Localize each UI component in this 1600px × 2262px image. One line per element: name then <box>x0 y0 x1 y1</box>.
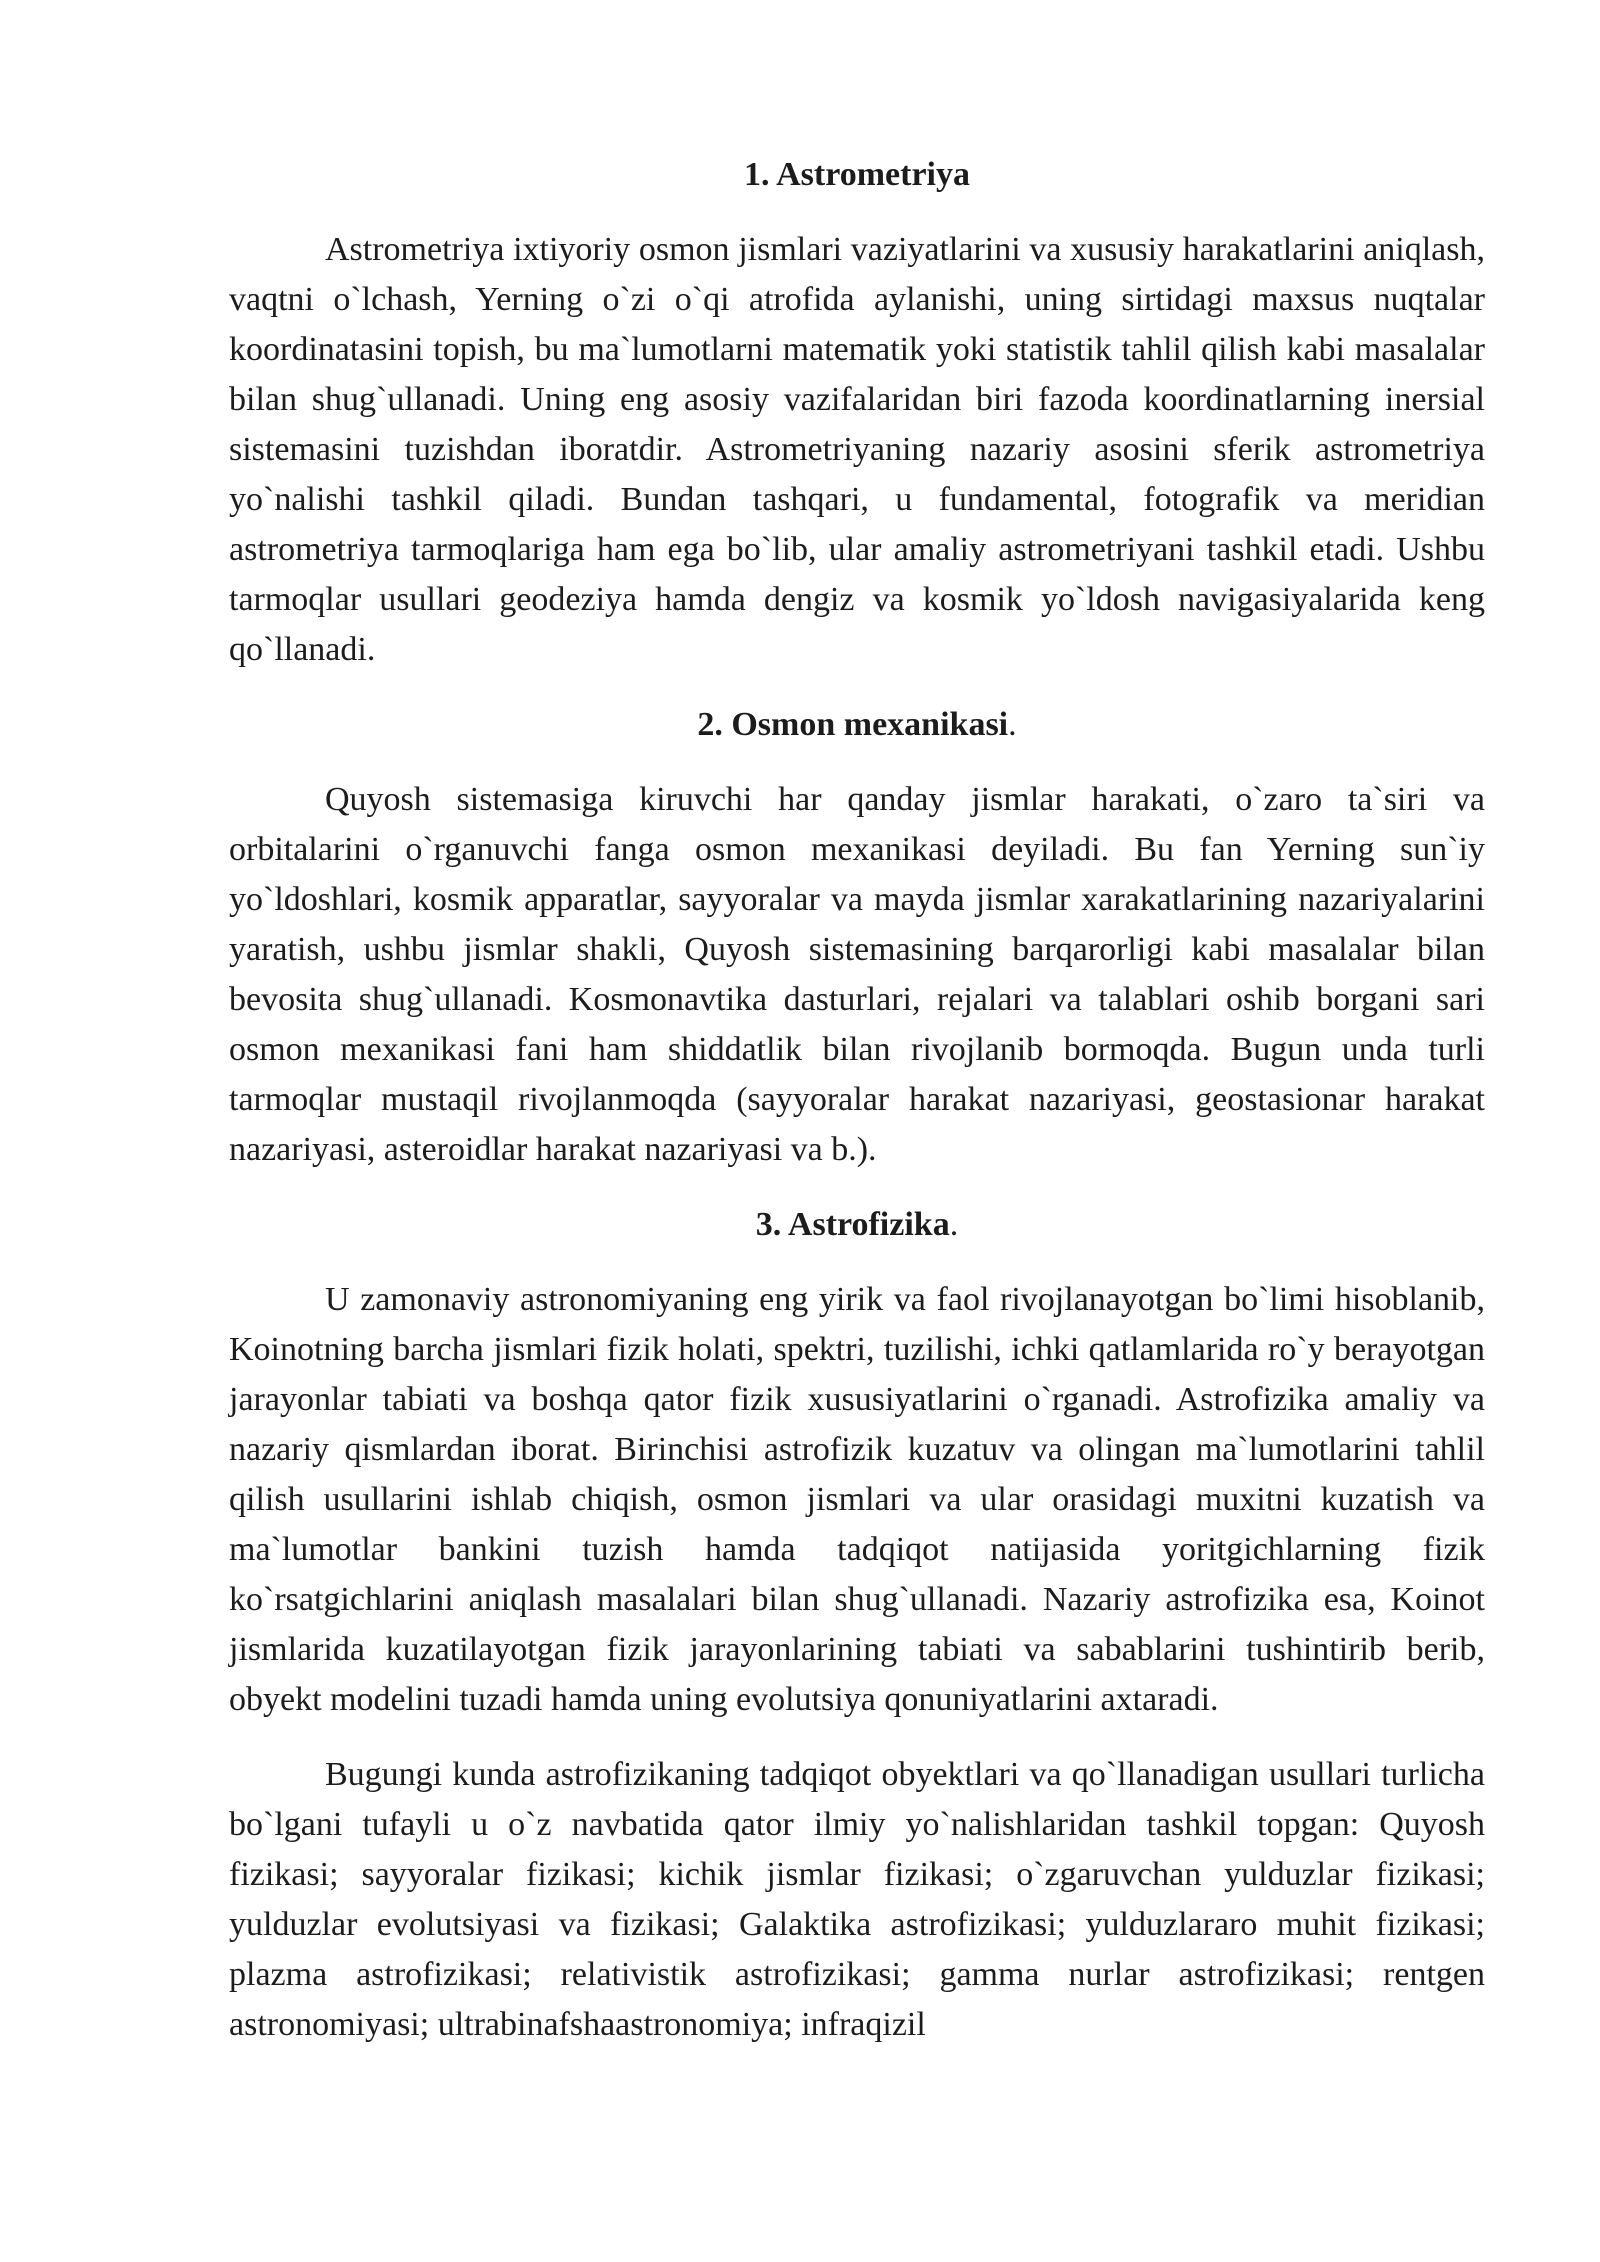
section-title <box>229 1200 1485 1250</box>
paragraph: U zamonaviy astronomiyaning eng yirik va faol rivojlanayotgan bo`limi hisoblanib, Koinotning barcha jismlari fizik holati, spektri, tuzilishi, ichki qatlamlarida ro`y berayotgan jarayonlar tabiati va boshqa qator fizik xususiyatlarini o`rganadi. Astrofizika amaliy va nazariy qismlardan iborat. Birinchisi astrofizik kuzatuv va olingan ma`lumotlarini tahlil qilish usullarini ishlab chiqish, osmon jismlari va ular orasidagi muxitni kuzatish va ma`lumotlar bankini tuzish hamda tadqiqot natijasida yoritgichlarning fizik ko`rsatgichlarini aniqlash masalalari bilan shug`ullanadi. Nazariy astrofizika esa, Koinot jismlarida kuzatilayotgan fizik jarayonlarining tabiati va sabablarini tushintirib berib, obyekt modelini tuzadi hamda uning evolutsiya qonuniyatlarini axtaradi. <box>229 1281 1485 1718</box>
section-title-suffix: . <box>1008 706 1017 743</box>
section-astrometriya <box>229 150 1485 675</box>
section-title-text: 2. Osmon mexanikasi <box>697 706 1009 743</box>
section-title-suffix: . <box>949 1206 959 1243</box>
paragraph: Bugungi kunda astrofizikaning tadqiqot obyektlari va qo`llanadigan usullari turlicha bo`lgani tufayli u o`z navbatida qator ilmiy yo`nalishlaridan tashkil topgan: Quyosh fizikasi; sayyoralar fizikasi; kichik jismlar fizikasi; o`zgaruvchan yulduzlar fizikasi; yulduzlar evolutsiyasi va fizikasi; Galaktika astrofizikasi; yulduzlararo muhit fizikasi; plazma astrofizikasi; relativistik astrofizikasi; gamma nurlar astrofizikasi; rentgen astronomiyasi; ultrabinafshaastronomiya; infraqizil <box>229 1756 1485 2043</box>
section-astrofizika <box>229 1200 1485 2050</box>
section-title <box>229 700 1485 750</box>
paragraph: Quyosh sistemasiga kiruvchi har qanday jismlar harakati, o`zaro ta`siri va orbitalarini o`rganuvchi fanga osmon mexanikasi deyiladi. Bu fan Yerning sun`iy yo`ldoshlari, kosmik apparatlar, sayyoralar va mayda jismlar xarakatlarining nazariyalarini yaratish, ushbu jismlar shakli, Quyosh sistemasining barqarorligi kabi masalalar bilan bevosita shug`ullanadi. Kosmonavtika dasturlari, rejalari va talablari oshib borgani sari osmon mexanikasi fani ham shiddatlik bilan rivojlanib bormoqda. Bugun unda turli tarmoqlar mustaqil rivojlanmoqda (sayyoralar harakat nazariyasi, geostasionar harakat nazariyasi, asteroidlar harakat nazariyasi va b.). <box>229 781 1485 1168</box>
document-page <box>229 150 1485 2050</box>
section-title <box>229 150 1485 200</box>
paragraph: Astrometriya ixtiyoriy osmon jismlari vaziyatlarini va xususiy harakatlarini aniqlash, vaqtni o`lchash, Yerning o`zi o`qi atrofida aylanishi, uning sirtidagi maxsus nuqtalar koordinatasini topish, bu ma`lumotlarni matematik yoki statistik tahlil qilish kabi masalalar bilan shug`ullanadi. Uning eng asosiy vazifalaridan biri fazoda koordinatlarning inersial sistemasini tuzishdan iboratdir. Astrometriyaning nazariy asosini sferik astrometriya yo`nalishi tashkil qiladi. Bundan tashqari, u fundamental, fotografik va meridian astrometriya tarmoqlariga ham ega bo`lib, ular amaliy astrometriyani tashkil etadi. Ushbu tarmoqlar usullari geodeziya hamda dengiz va kosmik yo`ldosh navigasiyalarida keng qo`llanadi. <box>229 231 1485 668</box>
section-title-text: 3. Astrofizika <box>755 1206 950 1243</box>
section-title-text: 1. Astrometriya <box>744 156 970 193</box>
section-osmon-mexanikasi <box>229 700 1485 1175</box>
